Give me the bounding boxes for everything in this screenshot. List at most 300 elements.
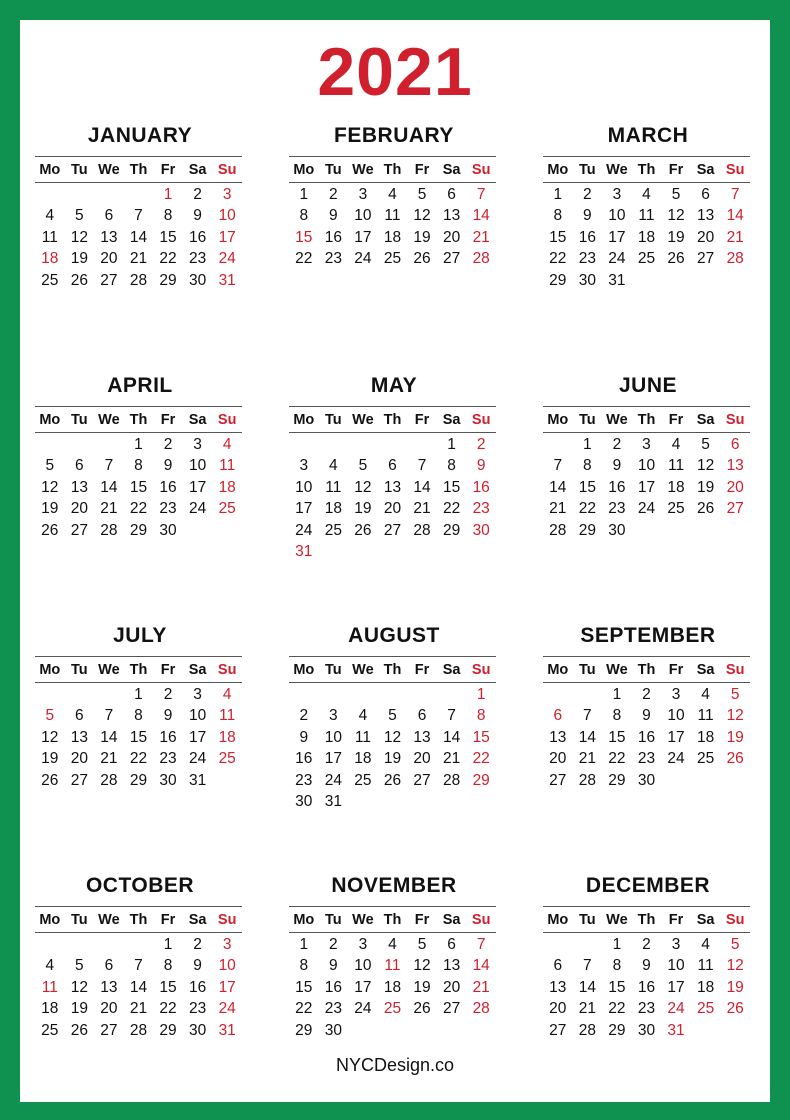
- weekday-header: Su: [217, 412, 237, 428]
- weekday-header: Fr: [160, 662, 176, 678]
- day-cell: 1: [163, 935, 173, 953]
- day-cell: 26: [726, 750, 744, 768]
- day-cell: 20: [100, 250, 118, 268]
- weekday-header-row: [35, 910, 242, 930]
- day-cell: 18: [667, 478, 685, 496]
- day-cell: 1: [583, 435, 592, 453]
- day-cell: 4: [329, 457, 338, 475]
- week-row: [543, 184, 750, 206]
- day-cell: 30: [637, 1021, 656, 1039]
- month-may: [289, 374, 499, 563]
- day-cell: 11: [638, 207, 655, 225]
- month-title: MARCH: [607, 124, 689, 147]
- day-cell: 21: [442, 750, 461, 768]
- day-cell: 9: [476, 457, 486, 475]
- day-cell: 15: [549, 228, 567, 246]
- weekday-header: Th: [383, 912, 402, 928]
- day-cell: 10: [218, 957, 236, 975]
- day-cell: 15: [295, 978, 313, 996]
- weekday-header-row: [289, 910, 496, 930]
- day-cell: [466, 792, 496, 814]
- day-cell: 7: [447, 707, 456, 725]
- day-cell: 15: [608, 978, 626, 996]
- weekday-header: Tu: [71, 912, 88, 928]
- day-cell: 1: [447, 435, 456, 453]
- month-divider: [289, 406, 496, 407]
- day-cell: 5: [75, 207, 84, 225]
- day-cell: 11: [384, 957, 401, 975]
- weekday-header: Fr: [414, 662, 430, 678]
- day-cell: 16: [578, 228, 596, 246]
- day-cell: 24: [324, 771, 342, 789]
- week-row: [543, 520, 750, 542]
- day-cell: 18: [383, 228, 402, 246]
- weekday-header: Fr: [668, 412, 684, 428]
- day-cell: 15: [129, 478, 148, 496]
- day-cell: 2: [193, 185, 202, 203]
- weekday-header-row: [289, 660, 496, 680]
- weekday-header: Sa: [696, 912, 715, 928]
- day-cell: 6: [75, 707, 84, 725]
- day-cell: 4: [45, 957, 55, 975]
- week-row: [289, 227, 496, 249]
- week-row: [289, 706, 496, 728]
- day-cell: 11: [697, 707, 714, 725]
- day-cell: 12: [726, 707, 744, 725]
- month-divider: [35, 156, 242, 157]
- day-cell: 19: [41, 750, 59, 768]
- day-cell: 27: [726, 500, 744, 518]
- day-cell: 15: [159, 228, 177, 246]
- weekday-header: Th: [129, 162, 148, 178]
- week-row: [289, 770, 496, 792]
- month-days-table: [35, 410, 242, 542]
- day-cell: 17: [218, 228, 236, 246]
- day-cell: 11: [219, 707, 236, 725]
- weekday-header: Th: [637, 162, 656, 178]
- day-cell: 18: [41, 1000, 59, 1018]
- weekday-header: Mo: [547, 412, 569, 428]
- week-row: [543, 934, 750, 956]
- weekday-header: Sa: [188, 662, 207, 678]
- day-cell: 8: [134, 707, 143, 725]
- weekday-header: Su: [471, 412, 491, 428]
- day-cell: 23: [188, 1000, 207, 1018]
- weekday-header: We: [98, 912, 120, 928]
- day-cell: 25: [354, 771, 372, 789]
- weekday-header: Tu: [325, 912, 342, 928]
- weekday-header: Su: [471, 162, 491, 178]
- day-cell: 31: [608, 271, 626, 289]
- day-cell: 14: [472, 207, 490, 225]
- day-cell: [661, 270, 691, 292]
- week-row: [35, 706, 242, 728]
- day-cell: [319, 434, 349, 456]
- calendar-sheet: [20, 20, 770, 1102]
- day-cell: 13: [726, 457, 744, 475]
- week-row: [289, 684, 496, 706]
- header-divider: [543, 182, 750, 183]
- month-june: [543, 374, 753, 542]
- day-cell: 18: [383, 978, 402, 996]
- weekday-header-row: [543, 910, 750, 930]
- weekday-header: Th: [383, 162, 402, 178]
- month-days-table: [289, 660, 496, 813]
- day-cell: 23: [324, 250, 342, 268]
- day-cell: 22: [472, 750, 490, 768]
- day-cell: 30: [608, 521, 626, 539]
- week-row: [35, 206, 242, 228]
- day-cell: 6: [75, 457, 84, 475]
- day-cell: 18: [696, 978, 715, 996]
- day-cell: 30: [472, 521, 490, 539]
- day-cell: [289, 434, 319, 456]
- weekday-header: Su: [217, 912, 237, 928]
- day-cell: 6: [417, 707, 427, 725]
- header-divider: [543, 682, 750, 683]
- week-row: [543, 770, 750, 792]
- day-cell: 20: [442, 228, 461, 246]
- day-cell: 12: [726, 957, 744, 975]
- weekday-header: Tu: [579, 662, 596, 678]
- day-cell: 27: [696, 250, 715, 268]
- day-cell: [348, 1020, 378, 1042]
- day-cell: 24: [188, 500, 207, 518]
- day-cell: 25: [637, 250, 656, 268]
- day-cell: 7: [730, 185, 740, 203]
- week-row: [289, 499, 496, 521]
- day-cell: [466, 1020, 496, 1042]
- weekday-header: Th: [637, 662, 656, 678]
- day-cell: 13: [442, 957, 461, 975]
- day-cell: 31: [188, 771, 207, 789]
- week-row: [35, 1020, 242, 1042]
- day-cell: 6: [701, 185, 710, 203]
- week-row: [289, 792, 496, 814]
- day-cell: 26: [383, 771, 402, 789]
- day-cell: [65, 184, 95, 206]
- day-cell: [466, 542, 496, 564]
- day-cell: 28: [100, 521, 118, 539]
- weekday-header: We: [98, 162, 120, 178]
- day-cell: 3: [193, 685, 202, 703]
- day-cell: 27: [70, 771, 88, 789]
- day-cell: 23: [637, 1000, 656, 1018]
- day-cell: 21: [100, 750, 118, 768]
- weekday-header: Th: [383, 412, 402, 428]
- day-cell: 23: [159, 500, 177, 518]
- weekday-header: Fr: [160, 912, 176, 928]
- weekday-header: Sa: [696, 412, 715, 428]
- day-cell: [94, 434, 124, 456]
- weekday-header: We: [352, 912, 374, 928]
- month-divider: [35, 406, 242, 407]
- day-cell: 22: [608, 750, 626, 768]
- weekday-header: Sa: [188, 412, 207, 428]
- day-cell: 23: [472, 500, 490, 518]
- day-cell: 3: [642, 435, 651, 453]
- day-cell: 4: [642, 185, 651, 203]
- day-cell: 16: [159, 728, 177, 746]
- day-cell: 20: [383, 500, 402, 518]
- day-cell: 27: [442, 1000, 461, 1018]
- day-cell: 17: [667, 978, 685, 996]
- day-cell: 12: [696, 457, 715, 475]
- day-cell: 8: [612, 957, 622, 975]
- week-row: [289, 456, 496, 478]
- day-cell: [35, 684, 65, 706]
- week-row: [543, 206, 750, 228]
- month-title: NOVEMBER: [331, 874, 457, 897]
- day-cell: 14: [100, 478, 118, 496]
- day-cell: [632, 270, 662, 292]
- day-cell: [437, 792, 467, 814]
- day-cell: 13: [70, 478, 88, 496]
- day-cell: 4: [358, 707, 368, 725]
- weekday-header-row: [35, 410, 242, 430]
- day-cell: 3: [612, 185, 622, 203]
- day-cell: 22: [129, 500, 148, 518]
- day-cell: 29: [608, 1021, 626, 1039]
- day-cell: 28: [442, 771, 461, 789]
- day-cell: 6: [104, 207, 114, 225]
- day-cell: 29: [472, 771, 490, 789]
- day-cell: 6: [553, 957, 563, 975]
- day-cell: 30: [324, 1021, 342, 1039]
- day-cell: 2: [299, 707, 309, 725]
- day-cell: 5: [417, 185, 427, 203]
- day-cell: [65, 934, 95, 956]
- day-cell: 2: [193, 935, 202, 953]
- day-cell: 21: [129, 250, 148, 268]
- day-cell: 10: [608, 207, 626, 225]
- day-cell: 29: [159, 271, 177, 289]
- week-row: [543, 249, 750, 271]
- weekday-header: Sa: [442, 912, 461, 928]
- day-cell: 25: [41, 1021, 59, 1039]
- day-cell: 3: [299, 457, 309, 475]
- day-cell: 7: [583, 707, 592, 725]
- day-cell: 12: [383, 728, 402, 746]
- weekday-header: Su: [725, 662, 745, 678]
- week-row: [289, 477, 496, 499]
- day-cell: 3: [358, 935, 368, 953]
- day-cell: 31: [218, 271, 236, 289]
- weekday-header: Sa: [696, 162, 715, 178]
- day-cell: 16: [159, 478, 177, 496]
- day-cell: [35, 934, 65, 956]
- day-cell: 16: [188, 978, 207, 996]
- day-cell: [378, 542, 408, 564]
- day-cell: 3: [358, 185, 368, 203]
- day-cell: 8: [476, 707, 486, 725]
- day-cell: [94, 684, 124, 706]
- day-cell: [407, 434, 437, 456]
- day-cell: 19: [41, 500, 59, 518]
- day-cell: 18: [324, 500, 342, 518]
- day-cell: 3: [193, 435, 202, 453]
- day-cell: 9: [193, 957, 202, 975]
- day-cell: 25: [696, 750, 715, 768]
- day-cell: [124, 184, 154, 206]
- day-cell: 1: [163, 185, 173, 203]
- week-row: [35, 749, 242, 771]
- day-cell: 28: [129, 1021, 148, 1039]
- day-cell: 29: [295, 1021, 313, 1039]
- day-cell: 11: [354, 728, 371, 746]
- month-days-table: [289, 160, 496, 270]
- day-cell: [212, 520, 242, 542]
- day-cell: 29: [608, 771, 626, 789]
- day-cell: 12: [354, 478, 372, 496]
- month-october: [35, 874, 245, 1042]
- day-cell: 13: [413, 728, 431, 746]
- day-cell: 6: [447, 935, 456, 953]
- day-cell: 17: [608, 228, 626, 246]
- day-cell: 14: [578, 978, 596, 996]
- day-cell: 20: [442, 978, 461, 996]
- day-cell: 4: [388, 185, 397, 203]
- day-cell: 8: [134, 457, 143, 475]
- week-row: [35, 727, 242, 749]
- day-cell: 22: [549, 250, 567, 268]
- day-cell: 31: [295, 543, 313, 561]
- day-cell: 10: [637, 457, 656, 475]
- day-cell: 26: [696, 500, 715, 518]
- day-cell: 5: [388, 707, 397, 725]
- day-cell: 7: [476, 185, 486, 203]
- day-cell: 22: [442, 500, 461, 518]
- month-title: DECEMBER: [585, 874, 711, 897]
- day-cell: 13: [70, 728, 88, 746]
- day-cell: 16: [295, 750, 313, 768]
- day-cell: [378, 684, 408, 706]
- day-cell: 29: [159, 1021, 177, 1039]
- day-cell: 3: [222, 935, 232, 953]
- month-days-table: [289, 410, 496, 563]
- day-cell: 9: [163, 457, 173, 475]
- day-cell: 5: [45, 457, 55, 475]
- week-row: [289, 749, 496, 771]
- day-cell: 5: [730, 935, 740, 953]
- weekday-header: Fr: [668, 162, 684, 178]
- day-cell: 17: [667, 728, 685, 746]
- day-cell: 9: [642, 957, 651, 975]
- weekday-header: Tu: [325, 162, 342, 178]
- day-cell: 2: [163, 685, 173, 703]
- week-row: [35, 249, 242, 271]
- weekday-header-row: [543, 660, 750, 680]
- day-cell: 24: [354, 250, 372, 268]
- week-row: [289, 1020, 496, 1042]
- day-cell: [348, 542, 378, 564]
- day-cell: 26: [667, 250, 685, 268]
- day-cell: [94, 934, 124, 956]
- day-cell: 18: [637, 228, 656, 246]
- week-row: [543, 727, 750, 749]
- week-row: [35, 499, 242, 521]
- week-row: [35, 456, 242, 478]
- day-cell: 19: [70, 250, 88, 268]
- month-december: [543, 874, 753, 1042]
- day-cell: 5: [75, 957, 84, 975]
- weekday-header: Th: [383, 662, 402, 678]
- month-days-table: [543, 410, 750, 542]
- day-cell: 12: [41, 478, 59, 496]
- month-days-table: [543, 660, 750, 792]
- month-march: [543, 124, 753, 292]
- day-cell: 16: [608, 478, 626, 496]
- header-divider: [543, 432, 750, 433]
- weekday-header: Tu: [71, 412, 88, 428]
- day-cell: [720, 1020, 750, 1042]
- weekday-header: Fr: [414, 412, 430, 428]
- day-cell: 1: [134, 435, 143, 453]
- day-cell: 17: [324, 750, 342, 768]
- day-cell: [378, 434, 408, 456]
- week-row: [543, 227, 750, 249]
- day-cell: 24: [354, 1000, 372, 1018]
- day-cell: 9: [642, 707, 651, 725]
- day-cell: 23: [159, 750, 177, 768]
- week-row: [289, 977, 496, 999]
- weekday-header-row: [289, 160, 496, 180]
- day-cell: [319, 542, 349, 564]
- month-divider: [35, 906, 242, 907]
- day-cell: 29: [549, 271, 567, 289]
- day-cell: 10: [188, 707, 207, 725]
- week-row: [35, 684, 242, 706]
- day-cell: 11: [325, 478, 342, 496]
- weekday-header: Mo: [39, 162, 61, 178]
- day-cell: 9: [193, 207, 202, 225]
- month-divider: [289, 156, 496, 157]
- weekday-header: Su: [725, 162, 745, 178]
- day-cell: 10: [324, 728, 342, 746]
- weekday-header: Tu: [579, 412, 596, 428]
- day-cell: 2: [642, 685, 651, 703]
- day-cell: 23: [188, 250, 207, 268]
- day-cell: 20: [70, 750, 88, 768]
- weekday-header: We: [352, 412, 374, 428]
- day-cell: 6: [553, 707, 563, 725]
- day-cell: 25: [696, 1000, 715, 1018]
- day-cell: 1: [612, 685, 622, 703]
- day-cell: 25: [41, 271, 59, 289]
- day-cell: 11: [697, 957, 714, 975]
- day-cell: 7: [104, 707, 114, 725]
- day-cell: 27: [413, 771, 431, 789]
- day-cell: 26: [354, 521, 372, 539]
- day-cell: 17: [188, 478, 207, 496]
- day-cell: 13: [549, 728, 567, 746]
- day-cell: 30: [637, 771, 656, 789]
- weekday-header: We: [606, 412, 628, 428]
- day-cell: 1: [476, 685, 486, 703]
- day-cell: 19: [696, 478, 715, 496]
- day-cell: 21: [578, 1000, 596, 1018]
- day-cell: 2: [612, 435, 622, 453]
- day-cell: 9: [612, 457, 622, 475]
- day-cell: 5: [701, 435, 710, 453]
- day-cell: [407, 1020, 437, 1042]
- month-july: [35, 624, 245, 792]
- day-cell: [691, 770, 721, 792]
- weekday-header: Tu: [325, 662, 342, 678]
- day-cell: 11: [219, 457, 236, 475]
- day-cell: 8: [163, 957, 173, 975]
- weekday-header: We: [352, 162, 374, 178]
